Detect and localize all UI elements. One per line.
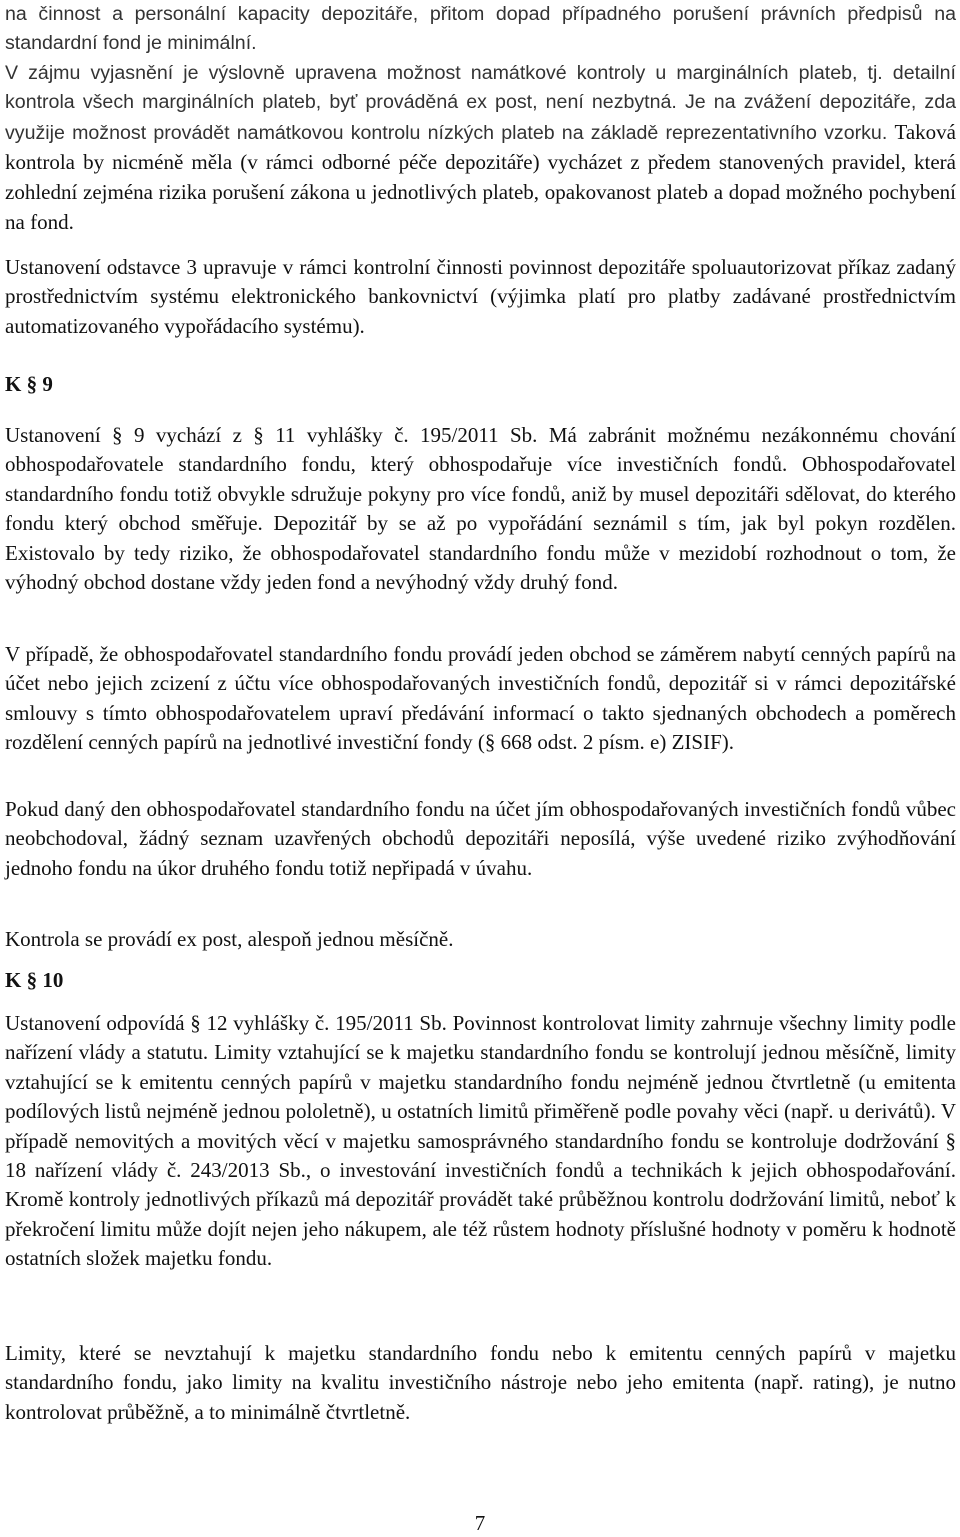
paragraph-section-9-ex-post [5, 925, 956, 954]
paragraph-text-serif: Taková kontrola by nicméně měla (v rámci odborné péče depozitáře) vycházet z předem stanovených pravidel, která zohlední zejména rizika porušení zákona u jednotlivých plateb, opakovanost plateb a dopad možného pochybení na fond. [5, 119, 956, 235]
paragraph-section-10-other-limits [5, 1339, 956, 1427]
paragraph-text: na činnost a personální kapacity depozitáře, přitom dopad případného porušení právních předpisů na standardní fond je minimální. [5, 3, 956, 55]
paragraph-text: Ustanovení § 9 vychází z § 11 vyhlášky č. 195/2011 Sb. Má zabránit možnému nezákonnému chování obhospodařovatele standardního fondu, který obhospodařuje více investičních fondů. Obhospodařovatel standardního fondu totiž obvykle sdružuje pokyny pro více fondů, aniž by musel depozitáři sdělovat, do kterého fondu který obchod směřuje. Depozitář by se až po vypořádání seznámil s tím, jak byl pokyn rozdělen. Existovalo by tedy riziko, že obhospodařovatel standardního fondu může v mezidobí rozhodnout o tom, že výhodný obchod dostane vždy jeden fond a nevýhodný vždy druhý fond. [5, 423, 956, 595]
paragraph-text: Kontrola se provádí ex post, alespoň jednou měsíčně. [5, 927, 454, 951]
section-heading-k9: K § 9 [5, 372, 53, 396]
paragraph-section-9-allocation [5, 640, 956, 758]
paragraph-text: Ustanovení odpovídá § 12 vyhlášky č. 195/2011 Sb. Povinnost kontrolovat limity zahrnuje všechny limity podle nařízení vlády a statutu. Limity vztahující se k majetku standardního fondu se kontrolují jednou měsíčně, limity vztahující se k emitentu cenných papírů v majetku standardního fondu nejméně jednou čtvrtletně (u emitenta podílových listů nejméně jednou pololetně), u ostatních limitů přiměřeně podle povahy věci (např. u derivátů). V případě nemovitých a movitých věcí v majetku samosprávného standardního fondu se kontroluje dodržování § 18 nařízení vlády č. 243/2013 Sb., o investování investičních fondů a technikách k jejich obhospodařování. Kromě kontroly jednotlivých příkazů má depozitář provádět také průběžnou kontrolu dodržování limitů, neboť k překročení limitu může dojít nejen jeho nákupem, ale též růstem hodnoty příslušné hodnoty v poměru k hodnotě ostatních složek majetku fondu. [5, 1011, 956, 1271]
paragraph-section-10-limits [5, 1009, 956, 1274]
paragraph-text: Limity, které se nevztahují k majetku standardního fondu nebo k emitentu cenných papírů v majetku standardního fondu, jako limity na kvalitu investičního nástroje nebo jeho emitenta (např. rating), je nutno kontrolovat průběžně, a to minimálně čtvrtletně. [5, 1341, 956, 1424]
paragraph-text: V případě, že obhospodařovatel standardního fondu provádí jeden obchod se záměrem nabytí cenných papírů na účet nebo jejich zcizení z účtu více obhospodařovaných investičních fondů, depozitář si v rámci depozitářské smlouvy s tímto obhospodařovatelem upraví předávání informací o takto sjednaných obchodech a poměrech rozdělení cenných papírů na jednotlivé investiční fondy (§ 668 odst. 2 písm. e) ZISIF). [5, 642, 956, 755]
paragraph-marginal-payments [5, 59, 956, 239]
paragraph-section-9-no-trades [5, 795, 956, 883]
section-heading-k10: K § 10 [5, 968, 64, 992]
paragraph-section-9-intro [5, 421, 956, 597]
paragraph-text: Pokud daný den obhospodařovatel standardního fondu na účet jím obhospodařovaných investičních fondů vůbec neobchodoval, žádný seznam uzavřených obchodů depozitáři neposílá, výše uvedené riziko zvýhodňování jednoho fondu na úkor druhého fondu totiž nepřipadá v úvahu. [5, 797, 956, 880]
page-number: 7 [474, 1511, 486, 1535]
paragraph-coauthorization [5, 253, 956, 341]
paragraph-text: Ustanovení odstavce 3 upravuje v rámci kontrolní činnosti povinnost depozitáře spoluautorizovat příkaz zadaný prostřednictvím systému elektronického bankovnictví (výjimka platí pro platby zadávané prostřednictvím automatizovaného vypořádacího systému). [5, 255, 956, 338]
paragraph-text: V zájmu vyjasnění je výslovně upravena možnost namátkové kontroly u marginálních plateb, tj. detailní kontrola všech marginálních plateb, byť prováděná ex post, není nezbytná. Je na zvážení depozitáře, zda využije možnost provádět namátkovou kontrolu nízkých plateb na základě reprezentativního vzorku. [5, 62, 956, 144]
paragraph-intro-continuation [5, 0, 956, 59]
